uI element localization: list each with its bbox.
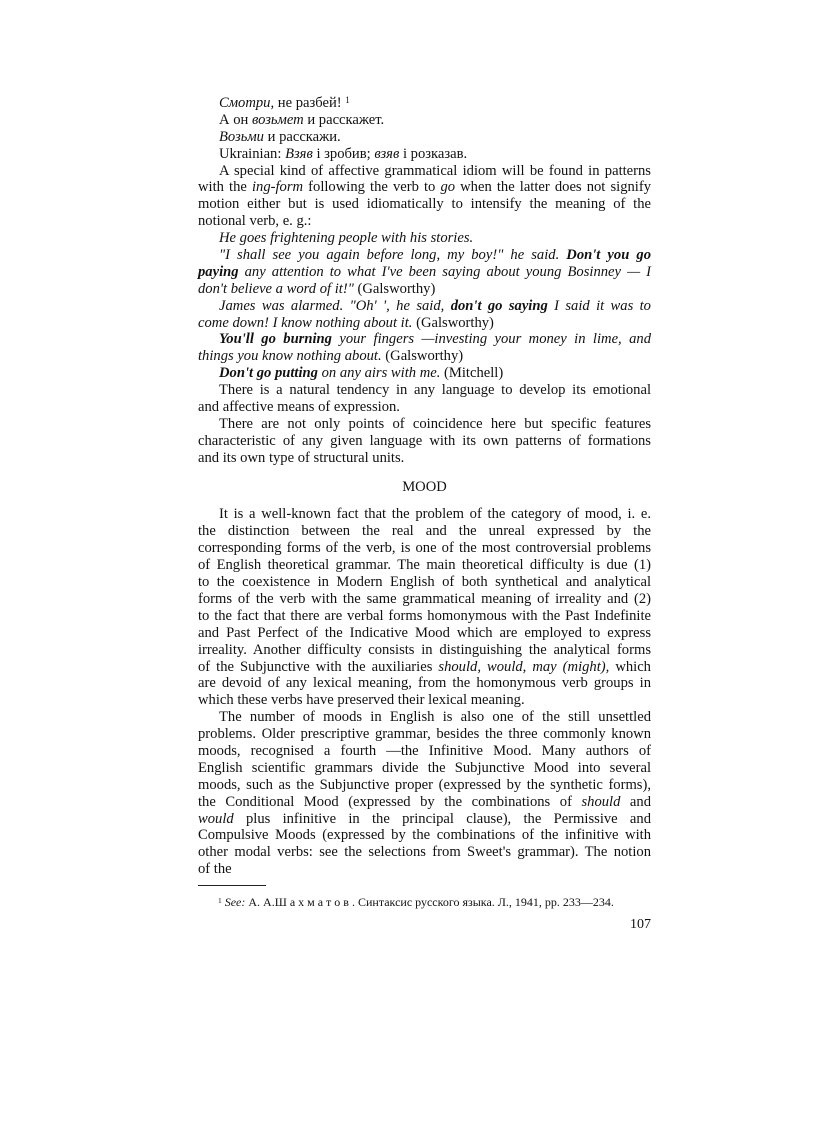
paragraph [198, 146, 651, 163]
bold-italic-text: don't go saying [450, 297, 548, 314]
text-run: which [609, 658, 651, 675]
text-line [198, 659, 651, 676]
text-line [198, 281, 651, 298]
italic-text: should, would, may (might), [438, 658, 610, 675]
text-run: не разбей! [274, 95, 346, 111]
paragraph [198, 95, 651, 112]
text-line [198, 642, 651, 659]
italic-text: See: [221, 895, 246, 909]
italic-text: on any airs with me. [317, 365, 441, 382]
text-run: (Mitchell) [440, 365, 504, 382]
text-line [198, 760, 651, 777]
text-line [198, 523, 651, 540]
footnote-marker: 1 [345, 94, 350, 105]
bold-italic-text: Don't go putting [219, 365, 318, 382]
text-run: when the latter does not signify [455, 179, 651, 196]
text-line [198, 861, 651, 878]
paragraph [198, 365, 651, 382]
text-run: і розказав. [399, 145, 468, 162]
italic-text: would [198, 810, 234, 827]
text-run: moods, recognised a fourth —the Infinitive Mood. Many authors of [198, 742, 651, 759]
text-line [198, 726, 651, 743]
text-run: and its own type of structural units. [198, 449, 405, 466]
text-run: to the fact that there are verbal forms homonymous with the Past Indefinite [198, 607, 651, 624]
text-run: motion either but is used idiomatically to intensify the meaning of the [198, 196, 651, 213]
section-mood [198, 506, 651, 878]
text-line [198, 557, 651, 574]
paragraph [198, 247, 651, 298]
paragraph [198, 298, 651, 332]
italic-text: возьмет [251, 111, 304, 128]
text-run: characteristic of any given language with its own patterns of formations [198, 432, 651, 449]
paragraph [198, 895, 651, 909]
text-line [198, 179, 651, 196]
text-line [198, 112, 651, 129]
footnote [198, 895, 651, 909]
text-line [198, 348, 651, 365]
text-run: and [620, 793, 651, 810]
italic-text: "I shall see you again before long, my boy!" he said. [219, 247, 567, 264]
text-run: are devoid of any lexical meaning, from the homonymous verb groups in [198, 675, 651, 692]
text-run: following the verb to [303, 179, 441, 196]
text-run: which these verbs have preserved their lexical meaning. [198, 692, 525, 709]
italic-text: your fingers —investing your money in lime, and [331, 331, 651, 348]
text-run: with the [198, 179, 252, 196]
italic-text: Возьми [219, 128, 264, 145]
text-run: and affective means of expression. [198, 399, 400, 416]
text-line [198, 574, 651, 591]
text-line [198, 230, 651, 247]
text-line [198, 365, 651, 382]
italic-text: Взяв [285, 145, 313, 162]
paragraph [198, 331, 651, 365]
text-line [198, 331, 651, 348]
bold-italic-text: You'll go burning [219, 331, 332, 348]
text-run: other modal verbs: see the selections from Sweet's grammar). The notion [198, 844, 651, 861]
text-run: English scientific grammars divide the Subjunctive Mood into several [198, 759, 651, 776]
section-affective-idioms [198, 95, 651, 467]
text-line [198, 163, 651, 180]
italic-text: взяв [374, 145, 400, 162]
text-run: It is a well-known fact that the problem of the category of mood, i. e. [219, 506, 651, 523]
text-run: (Galsworthy) [412, 314, 494, 331]
text-line [198, 247, 651, 264]
text-run: irreality. Another difficulty consists in distinguishing the analytical forms [198, 641, 651, 658]
text-line [198, 382, 651, 399]
italic-text: things you know nothing about. [198, 348, 382, 365]
text-line [198, 450, 651, 467]
text-run: the Conditional Mood (expressed by the combinations of [198, 793, 582, 810]
italic-text: go [440, 179, 456, 196]
text-run: plus infinitive in the principal clause), the Permissive and [233, 810, 651, 827]
paragraph [198, 112, 651, 129]
text-line [198, 298, 651, 315]
text-line [198, 827, 651, 844]
text-line [198, 399, 651, 416]
text-run: to the coexistence in Modern English of both synthetical and analytical [198, 574, 651, 591]
paragraph [198, 709, 651, 878]
italic-text: don't believe a word of it!" [198, 280, 354, 297]
text-line [198, 608, 651, 625]
italic-text: He goes frightening people with his stories. [219, 230, 474, 247]
text-line [198, 811, 651, 828]
footnote-rule [198, 885, 266, 886]
text-run: The number of moods in English is also one of the still unsettled [219, 709, 651, 726]
text-line [198, 433, 651, 450]
text-run: notional verb, e. g.: [198, 213, 312, 230]
text-line [198, 95, 651, 112]
text-line [198, 844, 651, 861]
text-line [198, 777, 651, 794]
text-run: of the Subjunctive with the auxiliaries [198, 658, 439, 675]
bold-italic-text: paying [198, 263, 239, 280]
paragraph [198, 129, 651, 146]
text-line [198, 540, 651, 557]
italic-text: I said it was to [547, 297, 651, 314]
text-run: and Past Perfect of the Indicative Mood which are employed to express [198, 624, 651, 641]
text-line [198, 591, 651, 608]
text-run: Compulsive Moods (expressed by the combinations of the infinitive with [198, 827, 651, 844]
text-line [198, 196, 651, 213]
italic-text: ing-form [251, 179, 304, 196]
text-line [198, 794, 651, 811]
text-run: і зробив; [312, 145, 375, 162]
text-line [198, 146, 651, 163]
page-number: 107 [630, 917, 651, 932]
text-line [198, 709, 651, 726]
text-line [198, 675, 651, 692]
text-line [198, 129, 651, 146]
text-line [198, 416, 651, 433]
paragraph [198, 230, 651, 247]
text-line [198, 692, 651, 709]
text-run: A special kind of affective grammatical idiom will be found in patterns [219, 162, 651, 179]
text-line [198, 213, 651, 230]
text-line [198, 743, 651, 760]
text-run: (Galsworthy) [353, 280, 436, 297]
italic-text: Смотри, [219, 95, 275, 111]
italic-text: should [581, 793, 621, 810]
text-run: There are not only points of coincidence here but specific features [219, 415, 651, 432]
text-run: corresponding forms of the verb, is one of the most controversial problems [198, 540, 651, 557]
text-line [198, 264, 651, 281]
text-run: и расскажи. [263, 128, 341, 145]
text-run: forms of the verb with the same grammatical meaning of irreality and (2) [198, 590, 651, 607]
italic-text: James was alarmed. "Oh' ', he said, [219, 297, 451, 314]
paragraph [198, 163, 651, 231]
paragraph [198, 382, 651, 416]
text-run: of the [198, 861, 232, 878]
paragraph [198, 506, 651, 709]
text-run: Ukrainian: [219, 145, 286, 162]
text-line [198, 625, 651, 642]
paragraph [198, 416, 651, 467]
section-heading: MOOD [402, 478, 447, 495]
text-run: the distinction between the real and the unreal expressed by the [198, 523, 651, 540]
text-run: There is a natural tendency in any language to develop its emotional [219, 382, 651, 399]
text-line [198, 895, 651, 909]
text-run: problems. Older prescriptive grammar, besides the three commonly known [198, 726, 651, 743]
text-line [198, 506, 651, 523]
text-run: of English theoretical grammar. The main theoretical difficulty is due (1) [198, 557, 651, 574]
text-run: А. А.Ш а х м а т о в . Синтаксис русского языка. Л., 1941, pp. 233—234. [245, 895, 614, 909]
text-run: (Galsworthy) [381, 348, 464, 365]
text-run: и расскажет. [303, 111, 385, 128]
bold-italic-text: Don't you go [566, 247, 651, 264]
italic-text: come down! I know nothing about it. [198, 314, 413, 331]
text-line [198, 315, 651, 332]
footnote-marker: 1 [218, 895, 222, 905]
italic-text: any attention to what I've been saying about young Bosinney — I [238, 263, 651, 280]
text-run: А он [219, 111, 252, 128]
main-text [198, 95, 651, 878]
text-run: moods, such as the Subjunctive proper (expressed by the synthetic forms), [198, 776, 651, 793]
